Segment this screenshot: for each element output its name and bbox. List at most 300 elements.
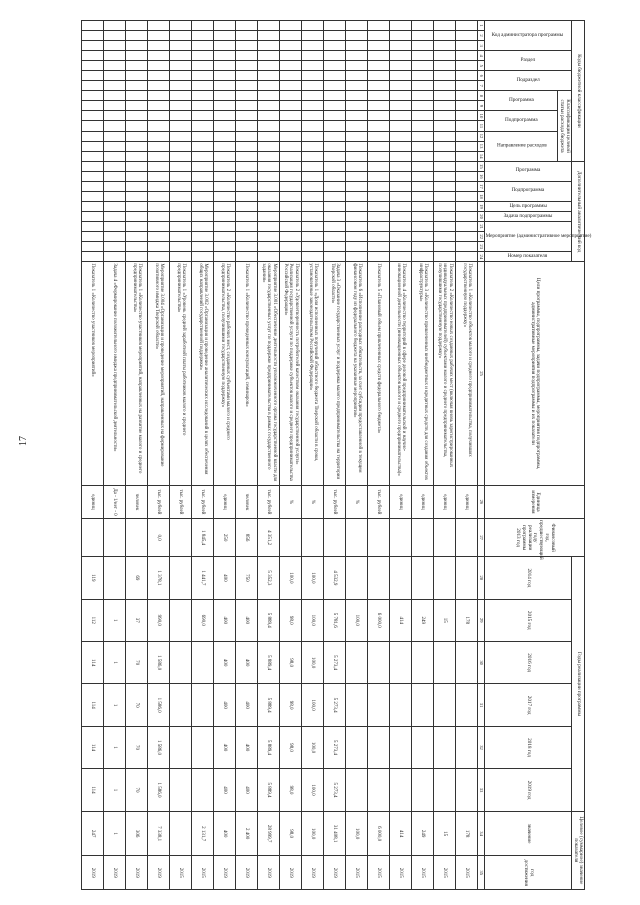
code-cell (346, 51, 368, 61)
code-cell (236, 202, 258, 212)
code-cell (104, 21, 126, 31)
code-cell (214, 81, 236, 91)
code-cell (346, 171, 368, 181)
year-2014-header: 2014 год (485, 557, 571, 599)
row-unit: % (280, 485, 302, 518)
row-target-year: 2015 (170, 856, 192, 890)
row-target-year: 2015 (390, 856, 412, 890)
code-cell (412, 51, 434, 61)
code-cell (346, 61, 368, 71)
code-cell (280, 191, 302, 201)
code-cell (148, 21, 170, 31)
ac-measure-header: Мероприятие (административное мероприятие) (485, 222, 571, 252)
table-row (170, 21, 192, 890)
code-cell (258, 202, 280, 212)
row-value: 4 532,9 (324, 557, 346, 599)
code-cell (302, 141, 324, 151)
code-cell (280, 151, 302, 161)
code-cell (302, 232, 324, 242)
code-cell (148, 171, 170, 181)
code-cell (104, 161, 126, 171)
row-value: 400 (236, 726, 258, 768)
code-cell (346, 222, 368, 232)
code-cell (456, 61, 478, 71)
code-cell (324, 212, 346, 222)
code-cell (280, 181, 302, 191)
row-unit: % (346, 485, 368, 518)
code-cell (82, 41, 104, 51)
code-cell (82, 101, 104, 111)
row-description: Показатель 6 «Исполнение расходных обязательств, за счет субсидии предоставленной в текущем финансовом году из федерального бюджета на указанные мероприятия» (346, 262, 368, 485)
code-cell (258, 242, 280, 252)
additional-codes-header: Дополнительный аналитический код (571, 161, 584, 262)
row-value: 2 131,7 (192, 811, 214, 856)
code-cell (236, 141, 258, 151)
table-row (280, 21, 302, 890)
code-cell (434, 101, 456, 111)
code-cell (236, 81, 258, 91)
code-cell (148, 71, 170, 81)
column-number: 22 (478, 232, 485, 242)
code-cell (368, 242, 390, 252)
code-cell (324, 161, 346, 171)
code-cell (104, 242, 126, 252)
row-value: 400 (214, 769, 236, 812)
column-number: 12 (478, 131, 485, 141)
code-cell (346, 151, 368, 161)
row-value: 414 (390, 599, 412, 641)
code-cell (324, 151, 346, 161)
code-cell (170, 151, 192, 161)
code-cell (148, 101, 170, 111)
column-number: 19 (478, 202, 485, 212)
row-base-value (412, 519, 434, 557)
code-cell (280, 232, 302, 242)
unit-header: Единица измерения (485, 485, 585, 518)
row-value: 249 (412, 811, 434, 856)
code-cell (390, 51, 412, 61)
code-cell (126, 21, 148, 31)
code-cell (412, 41, 434, 51)
code-cell (126, 202, 148, 212)
code-cell (170, 131, 192, 141)
column-number: 24 (478, 252, 485, 262)
code-cell (324, 202, 346, 212)
code-cell (390, 21, 412, 31)
code-cell (412, 61, 434, 71)
code-cell (346, 131, 368, 141)
code-cell (82, 21, 104, 31)
code-cell (280, 202, 302, 212)
row-value: 400 (214, 811, 236, 856)
target-article-header: Классификация целевой статьи расхода бюджета (558, 91, 571, 162)
code-cell (456, 141, 478, 151)
code-cell (104, 41, 126, 51)
row-value: 5 352,3 (258, 557, 280, 599)
column-number: 23 (478, 242, 485, 252)
admin-code-header: Код администратора программы (485, 21, 571, 51)
ac-indicator-number-header: Номер показателя (485, 252, 571, 262)
code-cell (192, 242, 214, 252)
bc-program-header: Программа (485, 91, 558, 111)
row-value: 100,0 (302, 557, 324, 599)
code-cell (324, 111, 346, 121)
code-cell (126, 51, 148, 61)
code-cell (390, 151, 412, 161)
code-cell (324, 51, 346, 61)
row-value (412, 726, 434, 768)
code-cell (456, 242, 478, 252)
code-cell (82, 222, 104, 232)
code-cell (148, 242, 170, 252)
code-cell (368, 51, 390, 61)
row-value: 306 (126, 811, 148, 856)
row-value: 178 (456, 599, 478, 641)
code-cell (434, 171, 456, 181)
code-cell (148, 51, 170, 61)
row-target-year: 2015 (346, 856, 368, 890)
table-row (214, 21, 236, 890)
row-description: Показатель 4 «Количество территорий в сфере деловой предпринимательской и научно-инновационной деятельности (инновационных объектов малого и среднего предпринимательства)» (390, 262, 412, 485)
row-value: 100,0 (346, 599, 368, 641)
row-value (456, 684, 478, 726)
row-value: 249 (412, 599, 434, 641)
code-cell (126, 171, 148, 181)
row-value: 6 000,0 (368, 811, 390, 856)
year-2019-header: 2019 год (485, 769, 571, 812)
code-cell (390, 161, 412, 171)
row-description: Показатель 2 «Количество рабочих мест, созданных субъектами малого и среднего предпринимательства, получившими государственную поддержку» (214, 262, 236, 485)
row-value: 400 (214, 726, 236, 768)
code-cell (390, 181, 412, 191)
row-value: 5 273,4 (324, 684, 346, 726)
row-description: Показатель 1 «Количество объектов малого и среднего предпринимательства, получивших государственную поддержку» (456, 262, 478, 485)
row-value (346, 726, 368, 768)
program-table-sheet (90, 20, 592, 890)
code-cell (258, 81, 280, 91)
code-cell (346, 71, 368, 81)
code-cell (192, 141, 214, 151)
code-cell (434, 91, 456, 101)
code-cell (412, 242, 434, 252)
row-value: 1 586,0 (148, 726, 170, 768)
code-cell (170, 111, 192, 121)
code-cell (192, 81, 214, 91)
code-cell (258, 61, 280, 71)
row-base-value: 4 351,2 (258, 519, 280, 557)
code-cell (302, 252, 324, 262)
row-value: 5 273,4 (324, 726, 346, 768)
code-cell (368, 171, 390, 181)
code-cell (456, 91, 478, 101)
row-description: Мероприятие 3.001 «Обеспечение деятельности уполномоченного органа государственной власти для оказания государственных услуг по поддержке предпринимательства в рамках государственного задания» (258, 262, 280, 485)
code-cell (148, 31, 170, 41)
code-cell (280, 222, 302, 232)
code-cell (126, 191, 148, 201)
code-cell (302, 151, 324, 161)
row-value: 5 273,4 (324, 641, 346, 683)
row-value: 1 (104, 726, 126, 768)
code-cell (192, 161, 214, 171)
code-cell (324, 61, 346, 71)
row-description: Показатель 1 «Уровень средней заработной платы работников малого и среднего предпринимательства» (170, 262, 192, 485)
row-description: Показатель 1 «Доля исполненных поручений областного бюджета Тверской области в сроки, установленные законодательством Российской Федерации» (302, 262, 324, 485)
code-cell (126, 61, 148, 71)
code-cell (324, 242, 346, 252)
row-value (390, 641, 412, 683)
target-header: Целевое (суммарное) значение показателя (571, 811, 584, 889)
row-base-value: 856 (236, 519, 258, 557)
code-cell (324, 141, 346, 151)
code-cell (434, 191, 456, 201)
row-base-value (82, 519, 104, 557)
code-cell (302, 81, 324, 91)
code-cell (82, 71, 104, 81)
row-value (456, 557, 478, 599)
row-base-value (302, 519, 324, 557)
code-cell (302, 41, 324, 51)
code-cell (412, 202, 434, 212)
row-value (390, 684, 412, 726)
code-cell (192, 61, 214, 71)
row-value: 5 889,4 (258, 769, 280, 812)
code-cell (82, 151, 104, 161)
row-description: Показатель 2 «Удовлетворенность потребителей качеством оказания государственной услуги» Реализация государственной услуги по поддержке субъектов малого и среднего предпринимательства Российской Федерации» (280, 262, 302, 485)
row-base-value (126, 519, 148, 557)
code-cell (148, 222, 170, 232)
budget-codes-header: Коды бюджетной классификации (571, 21, 584, 162)
code-cell (148, 161, 170, 171)
row-target-year: 2019 (302, 856, 324, 890)
row-unit: человек (236, 485, 258, 518)
code-cell (236, 151, 258, 161)
code-cell (192, 181, 214, 191)
code-cell (82, 51, 104, 61)
column-number: 11 (478, 121, 485, 131)
row-value (368, 726, 390, 768)
row-target-year: 2019 (104, 856, 126, 890)
code-cell (214, 41, 236, 51)
code-cell (148, 131, 170, 141)
table-row (412, 21, 434, 890)
code-cell (456, 181, 478, 191)
code-cell (148, 202, 170, 212)
row-unit: единиц (412, 485, 434, 518)
row-value (170, 684, 192, 726)
code-cell (346, 21, 368, 31)
row-value (192, 769, 214, 812)
code-cell (302, 71, 324, 81)
code-cell (126, 222, 148, 232)
column-number: 25 (478, 262, 485, 485)
code-cell (390, 71, 412, 81)
row-value: 15 (434, 599, 456, 641)
column-number: 34 (478, 811, 485, 856)
row-description: Показатель 1 «Количество проведенных консультаций, семинаров» (236, 262, 258, 485)
code-cell (236, 232, 258, 242)
row-value: 69 (126, 557, 148, 599)
row-value: 990,0 (148, 599, 170, 641)
code-cell (104, 171, 126, 181)
row-value: 28 999,7 (258, 811, 280, 856)
row-value: 70 (126, 769, 148, 812)
row-value: 1 441,7 (192, 557, 214, 599)
row-unit: тыс. рублей (170, 485, 192, 518)
code-cell (368, 41, 390, 51)
code-cell (82, 81, 104, 91)
row-value: 1 586,0 (148, 641, 170, 683)
table-row (434, 21, 456, 890)
code-cell (456, 71, 478, 81)
code-cell (258, 21, 280, 31)
row-target-year: 2019 (236, 856, 258, 890)
code-cell (280, 51, 302, 61)
row-value: 400 (214, 557, 236, 599)
code-cell (456, 151, 478, 161)
code-cell (214, 51, 236, 61)
code-cell (258, 131, 280, 141)
code-cell (170, 181, 192, 191)
code-cell (368, 101, 390, 111)
code-cell (126, 91, 148, 101)
code-cell (368, 61, 390, 71)
code-cell (258, 212, 280, 222)
code-cell (82, 121, 104, 131)
table-row (126, 21, 148, 890)
page-number: 17 (18, 436, 29, 446)
row-value (368, 769, 390, 812)
row-base-value (280, 519, 302, 557)
row-value: 100,0 (302, 769, 324, 812)
code-cell (214, 131, 236, 141)
code-cell (390, 111, 412, 121)
row-value (170, 769, 192, 812)
code-cell (148, 151, 170, 161)
row-value: 1 378,1 (148, 557, 170, 599)
row-value: 178 (456, 811, 478, 856)
code-cell (126, 212, 148, 222)
code-cell (390, 212, 412, 222)
code-cell (390, 242, 412, 252)
row-value: 750 (236, 557, 258, 599)
code-cell (192, 121, 214, 131)
row-unit: единиц (456, 485, 478, 518)
code-cell (390, 131, 412, 141)
code-cell (214, 121, 236, 131)
code-cell (258, 71, 280, 81)
realization-years-header: Годы реализации программы (571, 557, 584, 812)
code-cell (170, 242, 192, 252)
code-cell (236, 51, 258, 61)
code-cell (368, 21, 390, 31)
row-description: Показатель 2 «Количество новых созданных рабочих мест (включая вновь зарегистрированных индивидуальных предпринимателей) субъектами малого и среднего предпринимательства, получившими государственную поддержку» (434, 262, 456, 485)
row-value (456, 726, 478, 768)
code-cell (82, 111, 104, 121)
row-target-year: 2015 (192, 856, 214, 890)
code-cell (346, 91, 368, 101)
code-cell (126, 81, 148, 91)
code-cell (170, 161, 192, 171)
row-unit: единиц (214, 485, 236, 518)
row-value (412, 641, 434, 683)
code-cell (302, 202, 324, 212)
code-cell (412, 191, 434, 201)
code-cell (82, 181, 104, 191)
code-cell (456, 131, 478, 141)
bc-subprogram-header: Подпрограмма (485, 111, 558, 131)
code-cell (346, 31, 368, 41)
code-cell (192, 171, 214, 181)
code-cell (302, 212, 324, 222)
code-cell (412, 151, 434, 161)
code-cell (412, 21, 434, 31)
row-value: 5 889,4 (258, 599, 280, 641)
code-cell (456, 111, 478, 121)
code-cell (390, 41, 412, 51)
code-cell (368, 71, 390, 81)
row-value (456, 641, 478, 683)
code-cell (82, 202, 104, 212)
code-cell (324, 31, 346, 41)
row-value: 1 586,0 (148, 769, 170, 812)
row-value: 70 (126, 641, 148, 683)
row-description: Показатель 3 «Количество привлеченных внебюджетных и кредитных средств для создания объектов инфраструктуры» (412, 262, 434, 485)
column-number: 18 (478, 191, 485, 201)
row-value: 1 (104, 684, 126, 726)
table-row (456, 21, 478, 890)
code-cell (302, 101, 324, 111)
year-2015-header: 2015 год (485, 599, 571, 641)
code-cell (434, 161, 456, 171)
row-value: 6 000,0 (368, 599, 390, 641)
code-cell (104, 101, 126, 111)
code-cell (280, 81, 302, 91)
code-cell (456, 212, 478, 222)
code-cell (104, 202, 126, 212)
row-description: Показатель 1 «Количество участников мероприятий, направленных на развитие малого и среднего предпринимательства» (126, 262, 148, 485)
row-unit: % (302, 485, 324, 518)
row-value: 100,0 (302, 684, 324, 726)
code-cell (170, 71, 192, 81)
code-cell (170, 101, 192, 111)
code-cell (192, 41, 214, 51)
code-cell (434, 232, 456, 242)
row-unit: единиц (82, 485, 104, 518)
code-cell (280, 111, 302, 121)
code-cell (280, 131, 302, 141)
row-target-year: 2019 (324, 856, 346, 890)
code-cell (192, 101, 214, 111)
code-cell (148, 181, 170, 191)
row-value (192, 684, 214, 726)
code-cell (368, 131, 390, 141)
code-cell (236, 91, 258, 101)
code-cell (258, 31, 280, 41)
code-cell (390, 91, 412, 101)
code-cell (368, 222, 390, 232)
row-value: 247 (82, 811, 104, 856)
row-value: 7 338,1 (148, 811, 170, 856)
row-value: 400 (214, 684, 236, 726)
code-cell (192, 222, 214, 232)
code-cell (192, 151, 214, 161)
row-value (192, 726, 214, 768)
row-value (346, 557, 368, 599)
code-cell (126, 71, 148, 81)
code-cell (258, 191, 280, 201)
column-number: 5 (478, 61, 485, 71)
row-value: 100,0 (302, 599, 324, 641)
